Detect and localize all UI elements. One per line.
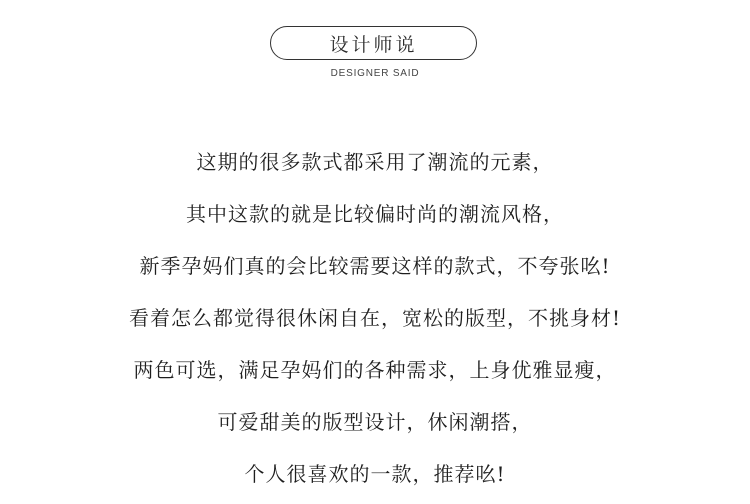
description-line: 这期的很多款式都采用了潮流的元素， [196, 150, 554, 174]
description-line: 个人很喜欢的一款，推荐吆! [244, 462, 506, 486]
description-line: 看着怎么都觉得很休闲自在，宽松的版型，不挑身材! [128, 306, 622, 330]
description-line: 两色可选，满足孕妈们的各种需求，上身优雅显瘦， [133, 358, 617, 382]
description-line: 新季孕妈们真的会比较需要这样的款式，不夸张吆! [139, 254, 611, 278]
header-pill [270, 26, 477, 60]
header-title: 设计师说 [329, 33, 418, 56]
header-subtitle: DESIGNER SAID [330, 68, 420, 79]
description-text [0, 140, 750, 504]
description-line: 可爱甜美的版型设计，休闲潮搭， [217, 410, 533, 434]
description-line: 其中这款的就是比较偏时尚的潮流风格， [186, 202, 564, 226]
